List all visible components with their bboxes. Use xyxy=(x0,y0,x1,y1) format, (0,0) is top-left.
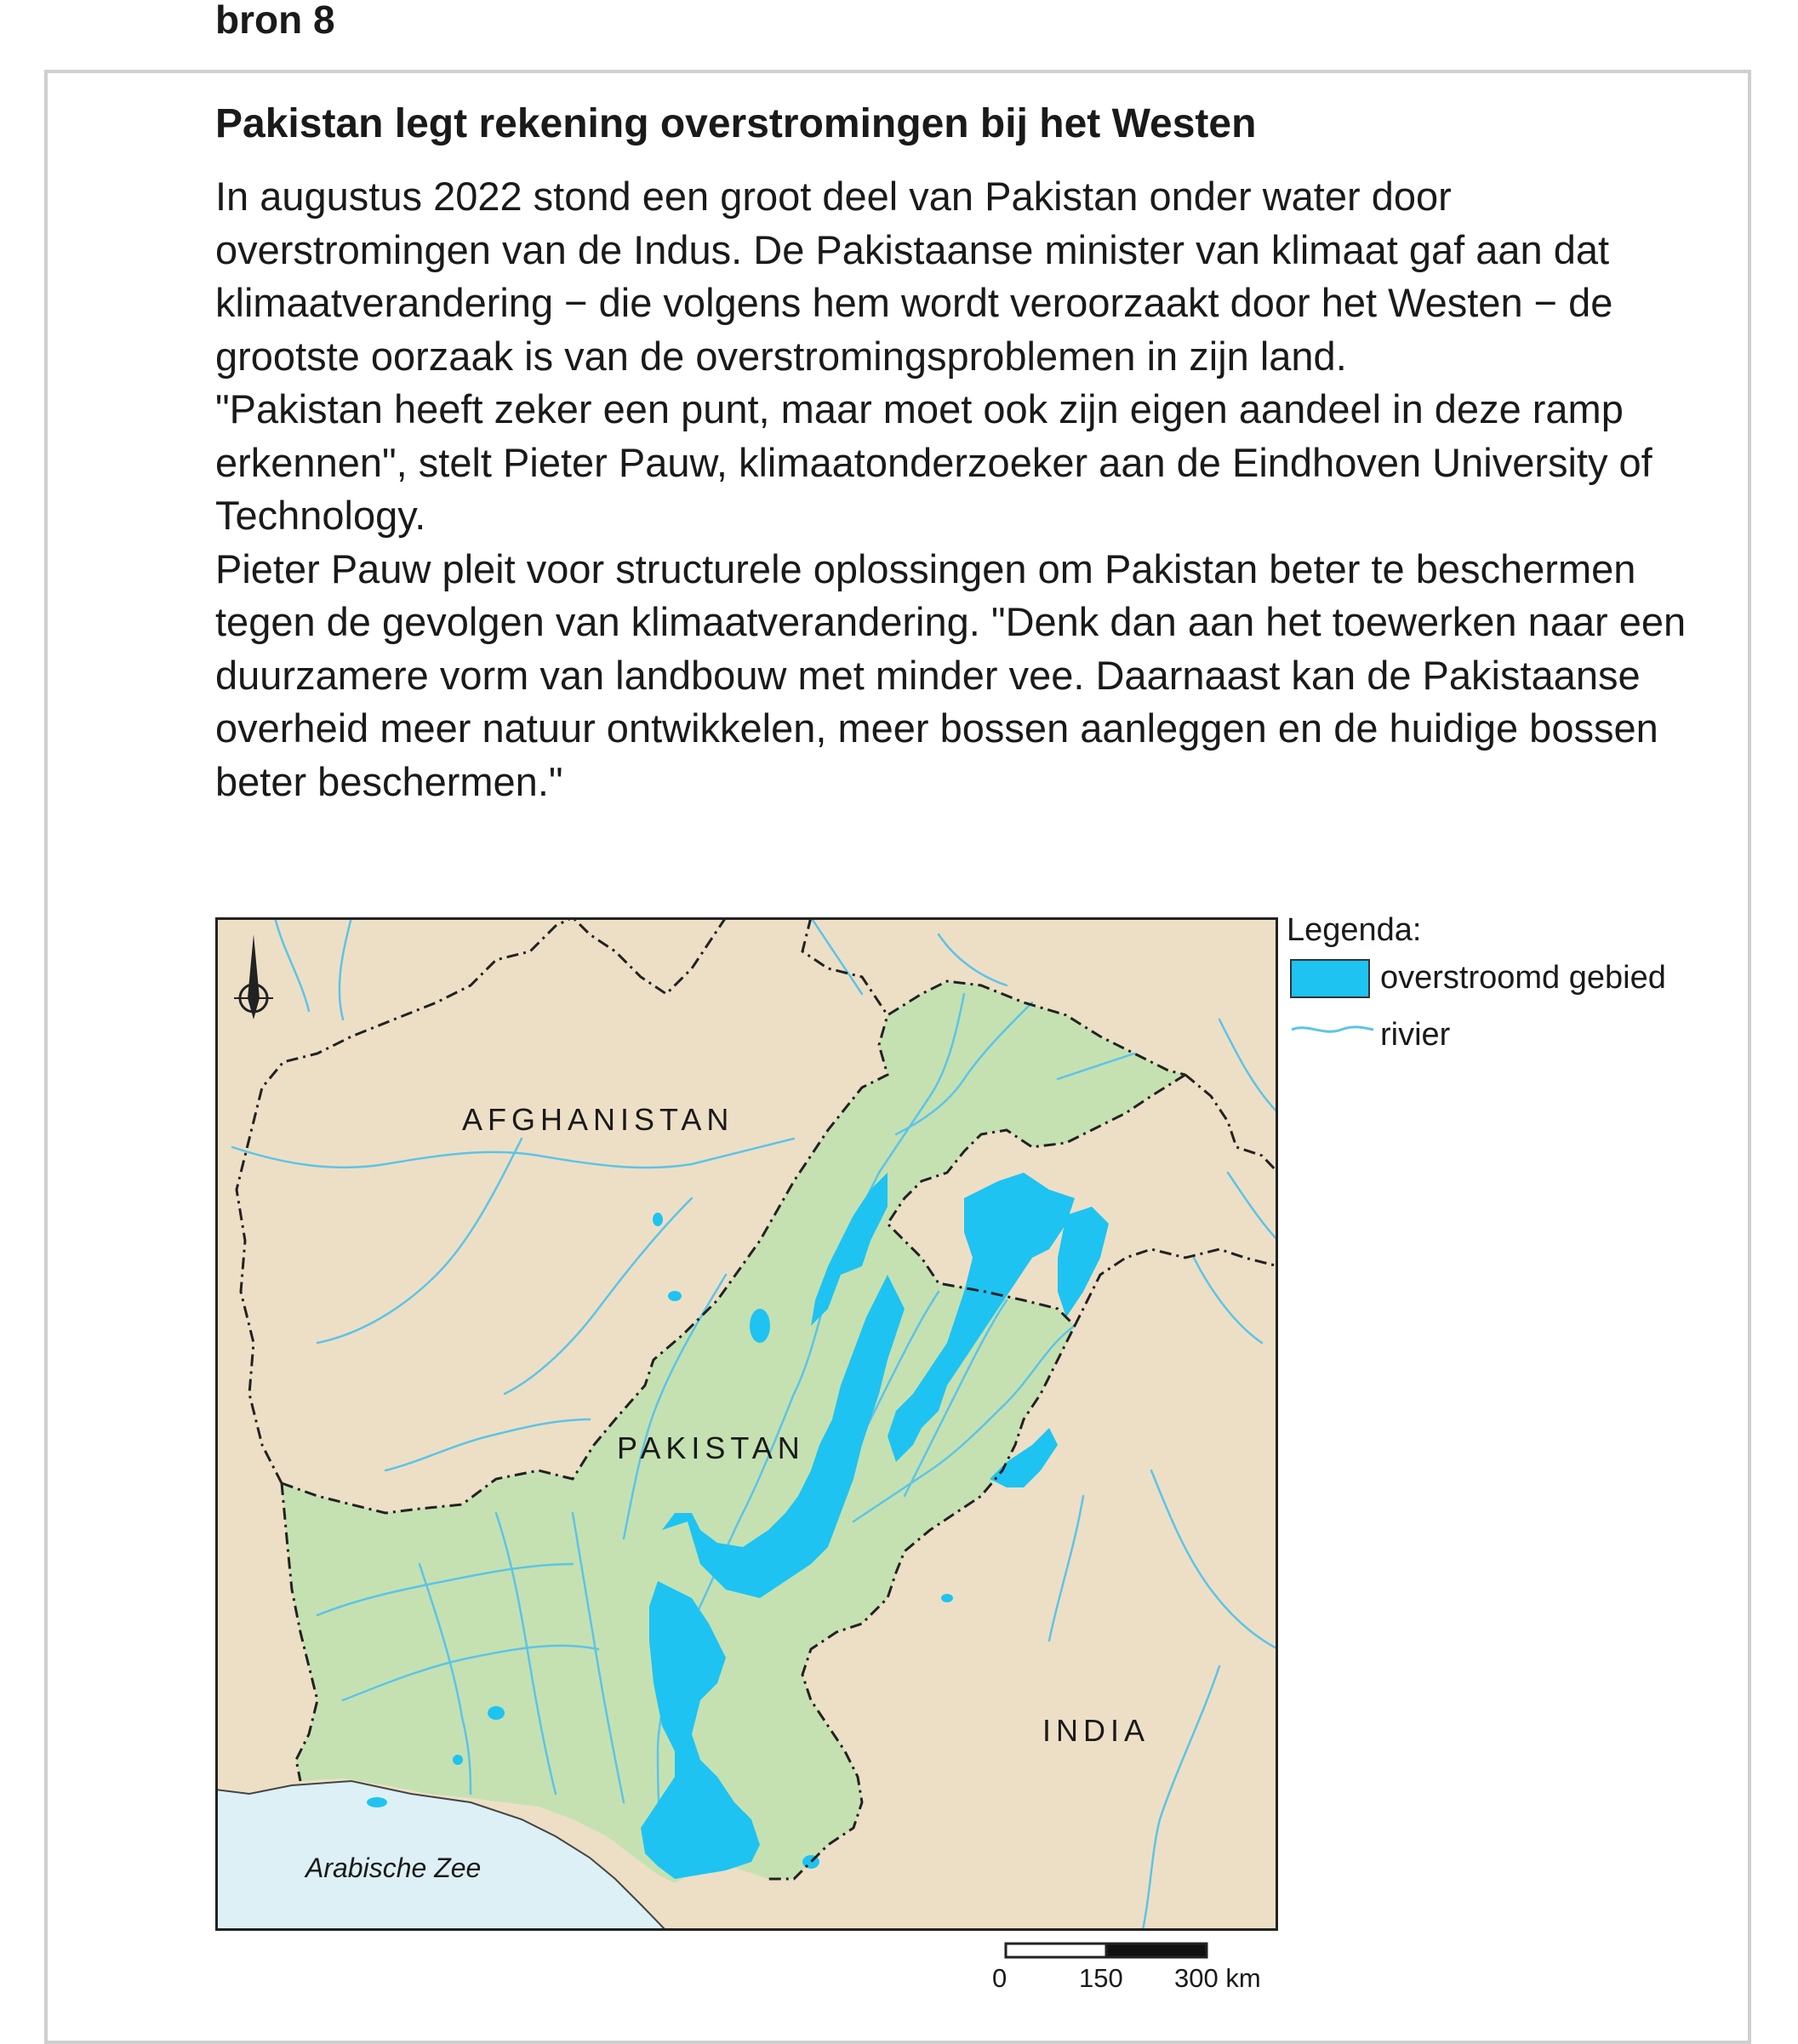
scale-bar xyxy=(1004,1942,1208,1959)
label-arabian-sea: Arabische Zee xyxy=(305,1853,482,1883)
article-title: Pakistan legt rekening overstromingen bij het Westen xyxy=(215,101,1257,146)
legend-flood-label: overstroomd gebied xyxy=(1380,960,1666,996)
scale-label-150: 150 xyxy=(1079,1963,1123,1993)
article-paragraph: "Pakistan heeft zeker een punt, maar moet ook zijn eigen aandeel in deze ramp erkennen", stelt Pieter Pauw, klimaatonderzoeker aan de Eindhoven University of Technology. xyxy=(215,386,1652,538)
label-india: INDIA xyxy=(1042,1713,1150,1748)
article-body xyxy=(215,170,1713,808)
flood-map xyxy=(215,917,1278,1931)
legend-river-line xyxy=(1290,1021,1375,1038)
article-paragraph: In augustus 2022 stond een groot deel van Pakistan onder water door overstromingen van de Indus. De Pakistaanse minister van klimaat gaf aan dat klimaatverandering − die volgens hem wordt veroorzaakt door het Westen − de grootste oorzaak is van de overstromingsproblemen in zijn land. xyxy=(215,174,1613,379)
label-pakistan: PAKISTAN xyxy=(617,1430,805,1465)
scale-label-300: 300 km xyxy=(1174,1963,1261,1993)
source-label: bron 8 xyxy=(215,0,335,42)
scale-label-0: 0 xyxy=(992,1963,1007,1993)
legend-river-label: rivier xyxy=(1380,1017,1451,1053)
legend-flood-swatch xyxy=(1290,959,1370,998)
article-paragraph: Pieter Pauw pleit voor structurele oplossingen om Pakistan beter te beschermen tegen de gevolgen van klimaatverandering. "Denk dan aan het toewerken naar een duurzamere vorm van landbouw met minder vee. Daarnaast kan de Pakistaanse overheid meer natuur ontwikkelen, meer bossen aanleggen en de huidige bossen beter beschermen." xyxy=(215,545,1687,804)
label-afghanistan: AFGHANISTAN xyxy=(462,1102,734,1137)
legend-title: Legenda: xyxy=(1287,912,1422,948)
